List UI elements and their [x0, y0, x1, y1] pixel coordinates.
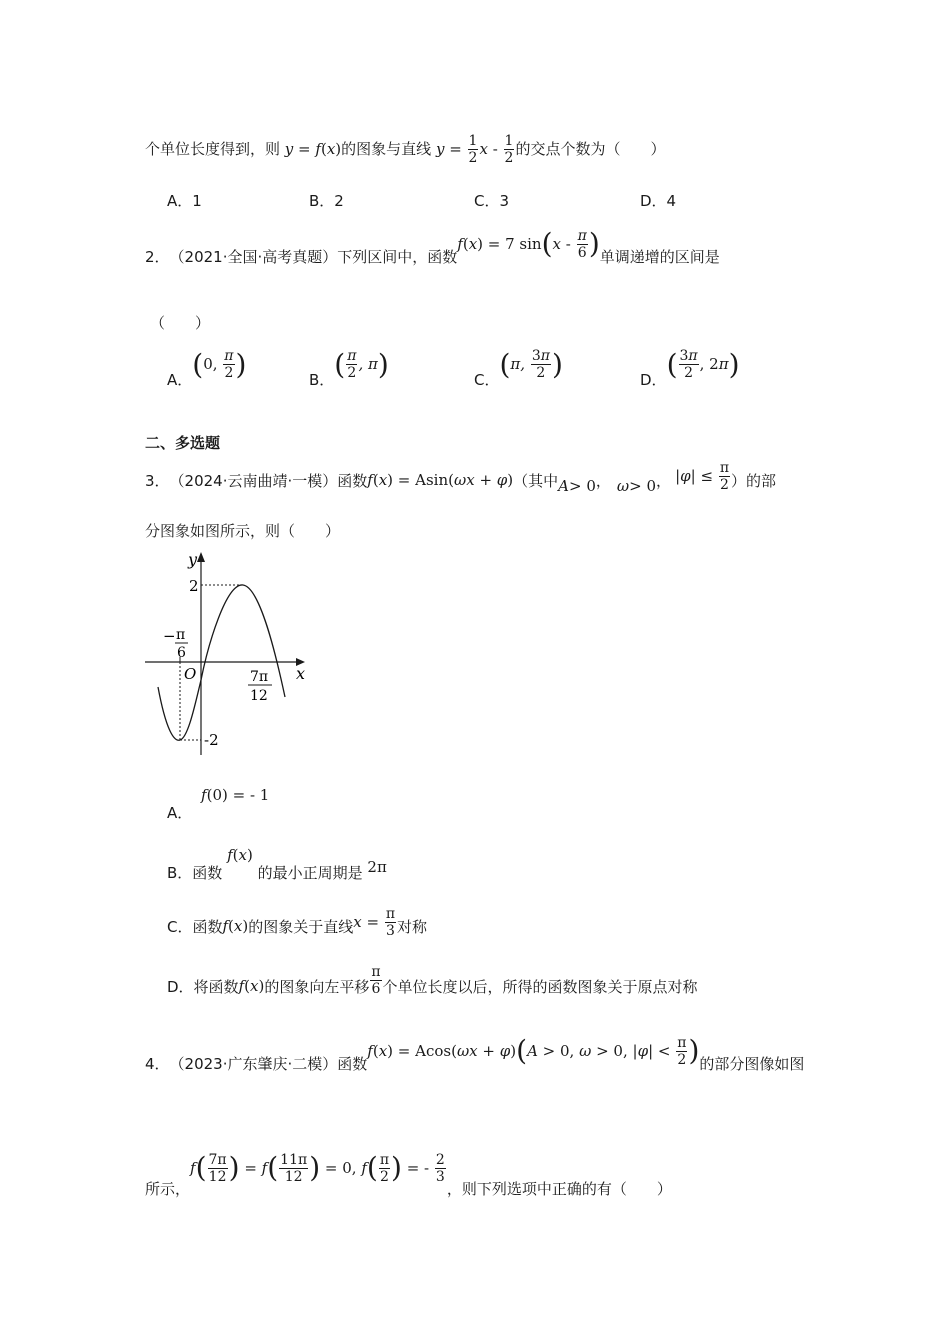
- q3-stem-line2: 分图象如图所示，则（ ）: [145, 522, 341, 540]
- q1-fx: y: [284, 140, 294, 158]
- left-x-num: π: [176, 627, 186, 643]
- right-x-den: 12: [250, 688, 268, 704]
- q3-function: f(x) = Asin(ωx + φ): [367, 471, 514, 489]
- left-x-sign: −: [163, 627, 176, 645]
- q3-option-b[interactable]: B．函数 f(x) 的最小正周期是 2π: [167, 846, 387, 882]
- q2-answer-paren: （ ）: [150, 314, 211, 332]
- q4-function: f(x) = Acos(ωx + φ)(A > 0, ω > 0, |φ| < $\frac{\pi}{2}$ ): [367, 1034, 700, 1068]
- q1-option-a[interactable]: A．1: [167, 192, 202, 210]
- q2-function: f(x) = 7 sin(x - $\frac{\pi}{6}$ ): [457, 227, 600, 261]
- q4-stem: 4． （2023·广东肇庆·二模）函数 f(x) = Acos(ωx + φ)(A > 0, ω > 0, |φ| < $\frac{\pi}{2}$ ) 的部分图像如图: [145, 1034, 805, 1073]
- q2-option-a[interactable]: A． (0, $\frac{\pi}{2}$ ): [167, 347, 247, 389]
- y-axis-arrow: [197, 552, 205, 562]
- q1-stem-line: 个单位长度得到，则 y = f(x)的图象与直线 y = $\frac{1}{2}$ x - $\frac{1}{2}$ 的交点个数为（ ）: [145, 133, 666, 166]
- q2-option-d[interactable]: D． ( $\frac{3\pi}{2}$ , 2π): [640, 347, 740, 389]
- q1-line-equation: y: [435, 140, 445, 158]
- right-x-num: 7π: [250, 669, 269, 685]
- q3-option-c[interactable]: C．函数 f(x) 的图象关于直线 x = $\frac{\pi}{3}$ 对称: [167, 905, 428, 939]
- y-axis-label: y: [188, 550, 198, 569]
- q1-option-c[interactable]: C．3: [474, 192, 510, 210]
- q3-option-a[interactable]: A． f(0) = - 1: [167, 786, 270, 822]
- y-min-label: -2: [204, 731, 219, 749]
- origin-label: O: [184, 665, 197, 683]
- q3-stem: 3． （2024·云南曲靖·一模）函数 f(x) = Asin(ωx + φ) （其中 A > 0 ， ω > 0 ， |φ| ≤ $\frac{\pi}{2}$ ）的部: [145, 459, 777, 495]
- q4-conditions-line: 所示， f( $\frac{7\pi}{12}$ ) = f( $\frac{11\pi}{12}$ ) = 0, f( $\frac{\pi}{2}$ ) = - $\frac{2}{3}$ ，则下列选项中正确的有（ ）: [145, 1151, 672, 1198]
- q3-option-d[interactable]: D．将函数 f(x) 的图象向左平移 $\frac{\pi}{6}$ 个单位长度以后，所得的函数图象关于原点对称: [167, 963, 698, 997]
- q1-option-b[interactable]: B．2: [309, 192, 344, 210]
- q2-option-c[interactable]: C． (π, $\frac{3\pi}{2}$ ): [474, 347, 563, 389]
- q2-option-b[interactable]: B． ( $\frac{\pi}{2}$ , π): [309, 347, 389, 389]
- q1-option-d[interactable]: D．4: [640, 192, 677, 210]
- q2-stem: 2． （2021·全国·高考真题）下列区间中，函数 f(x) = 7 sin(x - $\frac{\pi}{6}$ ) 单调递增的区间是: [145, 227, 720, 266]
- q4-given-values: f( $\frac{7\pi}{12}$ ) = f( $\frac{11\pi}{12}$ ) = 0, f( $\frac{\pi}{2}$ ) = - $\frac{2}{3}$: [190, 1151, 445, 1185]
- section-title-multiple-choice: 二、多选题: [145, 434, 221, 452]
- q3-sine-graph: [140, 545, 320, 760]
- y-max-label: 2: [189, 577, 199, 595]
- left-x-den: 6: [177, 645, 186, 661]
- x-axis-label: x: [296, 664, 306, 683]
